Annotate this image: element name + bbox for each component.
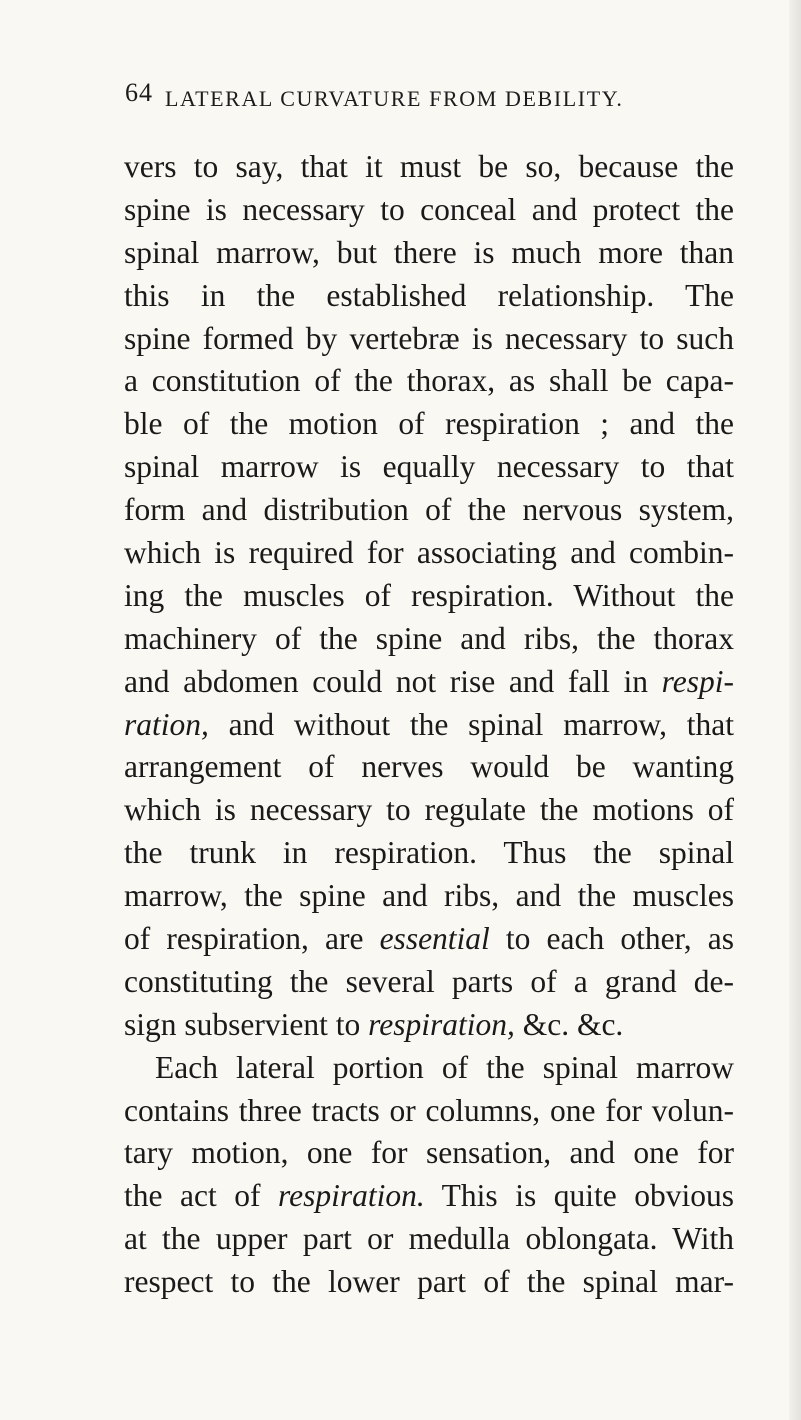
text-run: spine is necessary to conceal and protect the xyxy=(124,191,734,227)
text-run: respect to the lower part of the spinal mar- xyxy=(124,1264,734,1300)
text-run: the act of xyxy=(124,1178,278,1214)
text-line xyxy=(124,832,734,875)
text-run: the trunk in respiration. Thus the spinal xyxy=(124,835,734,871)
text-run: spinal marrow, but there is much more than xyxy=(124,234,734,270)
text-run: this in the established relationship. The xyxy=(124,277,734,313)
text-run: vers to say, that it must be so, because the xyxy=(124,149,734,184)
text-run: constituting the several parts of a grand de- xyxy=(124,963,734,999)
text-run: sign subservient to xyxy=(124,1006,369,1042)
text-run: This is quite obvious xyxy=(424,1178,734,1214)
text-line xyxy=(124,575,734,618)
text-run: at the upper part or medulla oblongata. With xyxy=(124,1221,734,1257)
text-line xyxy=(124,146,734,189)
text-run: and abdomen could not rise and fall in xyxy=(124,663,662,699)
text-run: and without the spinal marrow, that xyxy=(208,706,734,742)
text-run: ble of the motion of respiration ; and the xyxy=(124,406,734,442)
text-line xyxy=(124,189,734,232)
text-run: of respiration, are xyxy=(124,921,380,957)
text-line xyxy=(124,704,734,747)
running-head: LATERAL CURVATURE FROM DEBILITY. xyxy=(165,86,624,111)
text-run: spinal marrow is equally necessary to that xyxy=(124,449,734,485)
text-line xyxy=(124,360,734,403)
page-number: 64 xyxy=(125,78,153,107)
text-line xyxy=(124,532,734,575)
text-line xyxy=(124,1175,734,1218)
italic-text: respiration, xyxy=(368,1006,515,1042)
italic-text: respi- xyxy=(661,663,734,699)
text-line xyxy=(124,403,734,446)
text-run: which is necessary to regulate the motions of xyxy=(124,792,734,828)
text-line xyxy=(124,961,734,1004)
text-line xyxy=(124,1132,734,1175)
text-run: &c. &c. xyxy=(514,1006,624,1042)
text-run: marrow, the spine and ribs, and the muscles xyxy=(124,878,734,914)
text-line xyxy=(124,446,734,489)
text-line xyxy=(124,1261,734,1304)
italic-text: ration, xyxy=(124,706,209,742)
page-header xyxy=(125,78,705,118)
text-line xyxy=(124,789,734,832)
text-run: contains three tracts or columns, one for volun- xyxy=(124,1092,734,1128)
text-run: spine formed by vertebræ is necessary to such xyxy=(124,320,734,356)
text-line xyxy=(124,618,734,661)
text-line xyxy=(124,232,734,275)
text-line xyxy=(124,661,734,704)
text-run: which is required for associating and combin- xyxy=(124,535,734,571)
text-line xyxy=(124,1047,734,1090)
italic-text: respiration. xyxy=(278,1178,425,1214)
text-line xyxy=(124,918,734,961)
page-edge-shadow xyxy=(789,0,801,1420)
text-run: arrangement of nerves would be wanting xyxy=(124,749,734,785)
italic-text: essential xyxy=(379,921,490,957)
text-run: machinery of the spine and ribs, the thorax xyxy=(124,620,734,656)
text-run: to each other, as xyxy=(489,921,734,957)
text-line xyxy=(124,1090,734,1133)
text-line xyxy=(124,1218,734,1261)
text-run: form and distribution of the nervous system, xyxy=(124,492,734,528)
text-run: a constitution of the thorax, as shall be capa- xyxy=(124,363,734,399)
body-text xyxy=(124,146,734,1304)
text-line xyxy=(124,746,734,789)
text-run: Each lateral portion of the spinal marrow xyxy=(155,1049,734,1085)
text-line xyxy=(124,275,734,318)
text-line xyxy=(124,875,734,918)
text-run: ing the muscles of respiration. Without the xyxy=(124,577,734,613)
text-line xyxy=(124,318,734,361)
text-run: tary motion, one for sensation, and one for xyxy=(124,1135,734,1171)
text-line xyxy=(124,1004,734,1047)
text-line xyxy=(124,489,734,532)
